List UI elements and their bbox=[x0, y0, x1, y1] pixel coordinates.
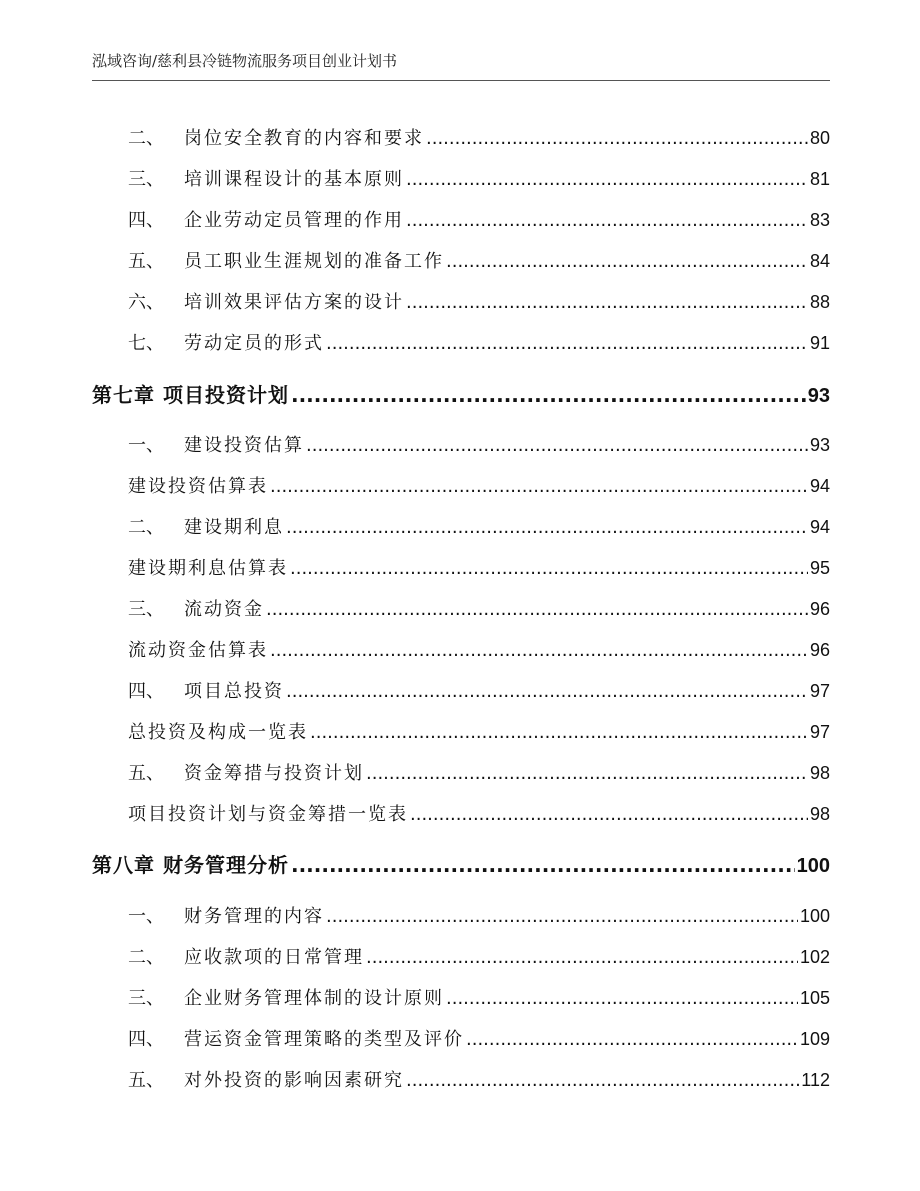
toc-page-number: 83 bbox=[809, 210, 830, 230]
toc-page-number: 96 bbox=[809, 599, 830, 619]
toc-page-number: 93 bbox=[809, 435, 830, 455]
toc-entry-title: 培训课程设计的基本原则 bbox=[184, 169, 404, 190]
toc-entry-number: 六、 bbox=[128, 292, 164, 313]
toc-page-number: 105 bbox=[799, 988, 830, 1008]
toc-entry-title: 流动资金 bbox=[184, 599, 264, 620]
toc-page-number: 97 bbox=[809, 722, 830, 742]
toc-dot-leader bbox=[306, 435, 808, 456]
toc-section-entry[interactable] bbox=[92, 984, 830, 1010]
toc-section-entry[interactable] bbox=[92, 124, 830, 150]
toc-entry-number: 一、 bbox=[128, 435, 164, 456]
toc-dot-leader bbox=[291, 853, 795, 877]
toc-chapter-entry[interactable] bbox=[92, 379, 830, 408]
toc-section-entry[interactable] bbox=[92, 636, 830, 662]
toc-entry-title: 项目总投资 bbox=[184, 681, 284, 702]
toc-entry-title: 总投资及构成一览表 bbox=[128, 722, 308, 743]
toc-entry-number: 三、 bbox=[128, 988, 164, 1009]
toc-section-entry[interactable] bbox=[92, 329, 830, 355]
toc-entry-number: 五、 bbox=[128, 1070, 164, 1091]
header-divider bbox=[92, 80, 830, 81]
toc-dot-leader bbox=[326, 906, 798, 927]
toc-dot-leader bbox=[291, 383, 806, 407]
toc-entry-title: 第八章 财务管理分析 bbox=[92, 853, 289, 877]
toc-section-entry[interactable] bbox=[92, 288, 830, 314]
toc-entry-title: 建设投资估算 bbox=[184, 435, 304, 456]
toc-entry-title: 应收款项的日常管理 bbox=[184, 947, 364, 968]
toc-entry-title: 第七章 项目投资计划 bbox=[92, 383, 289, 407]
toc-page-number: 84 bbox=[809, 251, 830, 271]
toc-section-entry[interactable] bbox=[92, 513, 830, 539]
toc-entry-number: 二、 bbox=[128, 517, 164, 538]
toc-section-entry[interactable] bbox=[92, 247, 830, 273]
toc-dot-leader bbox=[270, 476, 808, 497]
toc-page-number: 81 bbox=[809, 169, 830, 189]
toc-section-entry[interactable] bbox=[92, 1066, 830, 1092]
toc-entry-title: 流动资金估算表 bbox=[128, 640, 268, 661]
toc-entry-title: 岗位安全教育的内容和要求 bbox=[184, 128, 424, 149]
toc-section-entry[interactable] bbox=[92, 431, 830, 457]
toc-page-number: 88 bbox=[809, 292, 830, 312]
toc-entry-number: 七、 bbox=[128, 333, 164, 354]
toc-entry-title: 建设期利息估算表 bbox=[128, 558, 288, 579]
toc-dot-leader bbox=[366, 947, 798, 968]
toc-page-number: 95 bbox=[809, 558, 830, 578]
toc-entry-title: 建设投资估算表 bbox=[128, 476, 268, 497]
toc-dot-leader bbox=[426, 128, 808, 149]
toc-section-entry[interactable] bbox=[92, 165, 830, 191]
toc-entry-title: 劳动定员的形式 bbox=[184, 333, 324, 354]
toc-entry-number: 三、 bbox=[128, 599, 164, 620]
toc-page-number: 97 bbox=[809, 681, 830, 701]
toc-dot-leader bbox=[406, 1070, 799, 1091]
toc-entry-number: 二、 bbox=[128, 128, 164, 149]
toc-dot-leader bbox=[446, 251, 808, 272]
toc-section-entry[interactable] bbox=[92, 1025, 830, 1051]
toc-dot-leader bbox=[326, 333, 808, 354]
page-header: 泓域咨询/慈利县冷链物流服务项目创业计划书 bbox=[92, 52, 398, 70]
toc-dot-leader bbox=[310, 722, 808, 743]
toc-dot-leader bbox=[406, 292, 808, 313]
toc-dot-leader bbox=[466, 1029, 798, 1050]
toc-dot-leader bbox=[286, 517, 808, 538]
toc-page-number: 112 bbox=[801, 1070, 830, 1090]
toc-dot-leader bbox=[290, 558, 808, 579]
toc-entry-number: 三、 bbox=[128, 169, 164, 190]
toc-page-number: 80 bbox=[809, 128, 830, 148]
toc-page-number: 100 bbox=[799, 906, 830, 926]
toc-dot-leader bbox=[270, 640, 808, 661]
toc-page-number: 98 bbox=[809, 763, 830, 783]
toc-page-number: 96 bbox=[809, 640, 830, 660]
toc-entry-number: 四、 bbox=[128, 681, 164, 702]
toc-dot-leader bbox=[366, 763, 808, 784]
toc-page-number: 109 bbox=[799, 1029, 830, 1049]
toc-section-entry[interactable] bbox=[92, 800, 830, 826]
toc-section-entry[interactable] bbox=[92, 677, 830, 703]
toc-entry-title: 资金筹措与投资计划 bbox=[184, 763, 364, 784]
toc-section-entry[interactable] bbox=[92, 595, 830, 621]
toc-dot-leader bbox=[406, 169, 808, 190]
toc-entry-title: 培训效果评估方案的设计 bbox=[184, 292, 404, 313]
toc-entry-number: 二、 bbox=[128, 947, 164, 968]
toc-entry-title: 员工职业生涯规划的准备工作 bbox=[184, 251, 444, 272]
toc-chapter-entry[interactable] bbox=[92, 849, 830, 878]
toc-entry-title: 对外投资的影响因素研究 bbox=[184, 1070, 404, 1091]
toc-section-entry[interactable] bbox=[92, 759, 830, 785]
toc-dot-leader bbox=[446, 988, 798, 1009]
toc-entry-title: 建设期利息 bbox=[184, 517, 284, 538]
toc-dot-leader bbox=[410, 804, 808, 825]
toc-entry-number: 五、 bbox=[128, 251, 164, 272]
toc-section-entry[interactable] bbox=[92, 472, 830, 498]
toc-entry-title: 企业财务管理体制的设计原则 bbox=[184, 988, 444, 1009]
toc-section-entry[interactable] bbox=[92, 554, 830, 580]
toc-page-number: 94 bbox=[809, 476, 830, 496]
toc-page-number: 102 bbox=[799, 947, 830, 967]
toc-entry-number: 四、 bbox=[128, 210, 164, 231]
toc-dot-leader bbox=[286, 681, 808, 702]
toc-entry-number: 一、 bbox=[128, 906, 164, 927]
toc-page-number: 98 bbox=[809, 804, 830, 824]
toc-entry-title: 企业劳动定员管理的作用 bbox=[184, 210, 404, 231]
toc-dot-leader bbox=[266, 599, 808, 620]
toc-entry-number: 四、 bbox=[128, 1029, 164, 1050]
toc-section-entry[interactable] bbox=[92, 206, 830, 232]
toc-entry-title: 财务管理的内容 bbox=[184, 906, 324, 927]
toc-entry-number: 五、 bbox=[128, 763, 164, 784]
toc-dot-leader bbox=[406, 210, 808, 231]
toc-page-number: 91 bbox=[809, 333, 830, 353]
toc-entry-title: 项目投资计划与资金筹措一览表 bbox=[128, 804, 408, 825]
toc-section-entry[interactable] bbox=[92, 943, 830, 969]
toc-section-entry[interactable] bbox=[92, 902, 830, 928]
toc-page-number: 100 bbox=[796, 855, 830, 877]
toc-page-number: 94 bbox=[809, 517, 830, 537]
toc-page-number: 93 bbox=[807, 385, 830, 407]
toc-section-entry[interactable] bbox=[92, 718, 830, 744]
toc-entry-title: 营运资金管理策略的类型及评价 bbox=[184, 1029, 464, 1050]
